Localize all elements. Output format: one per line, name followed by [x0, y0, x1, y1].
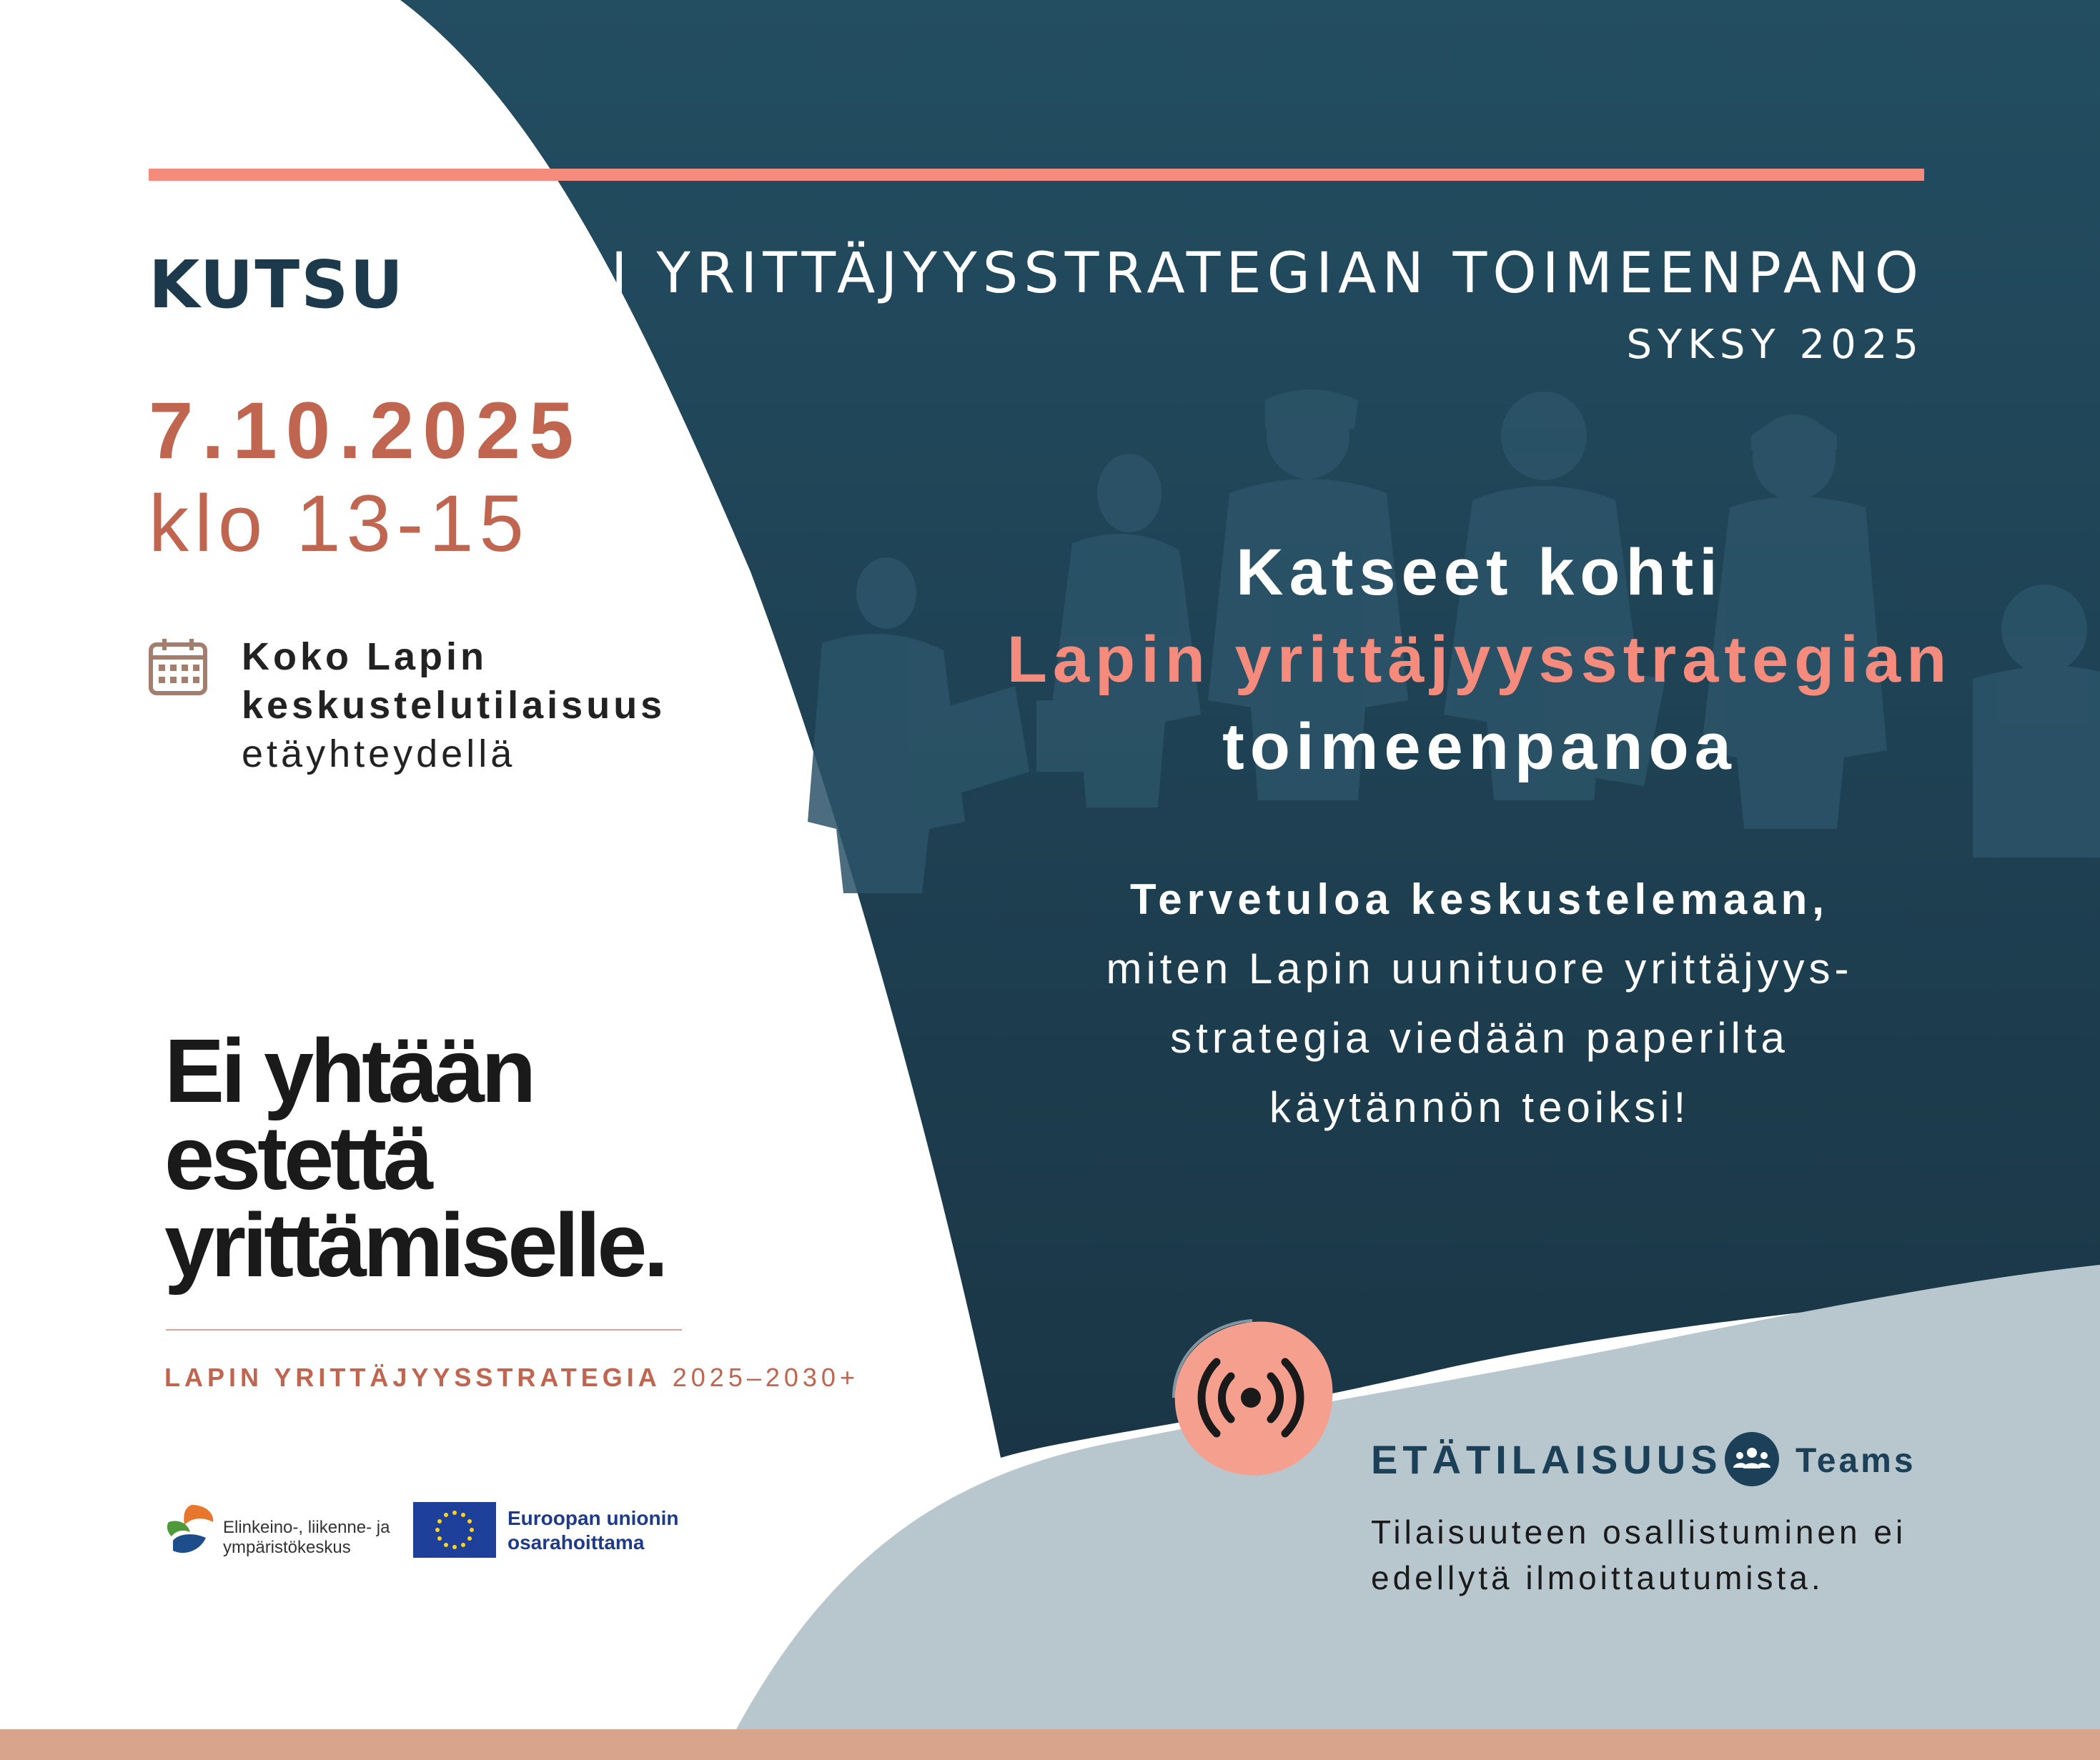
eu-line-1: Euroopan unionin — [507, 1507, 679, 1529]
slogan-divider — [166, 1329, 682, 1331]
slogan-line-2: estettä — [164, 1108, 430, 1208]
ely-line-2: ympäristökeskus — [223, 1538, 351, 1557]
bottom-accent-bar — [0, 1729, 2100, 1760]
welcome-text — [1015, 865, 1944, 1142]
registration-info: Tilaisuuteen osallistuminen ei edellytä ilmoittautumista. — [1371, 1513, 1907, 1596]
eu-flag — [413, 1502, 496, 1558]
welcome-line-2: miten Lapin uunituore yrittäjyys- — [1106, 945, 1853, 993]
teams-icon — [1724, 1431, 1780, 1487]
welcome-bold: Tervetuloa keskustelemaan, — [1130, 875, 1829, 923]
event-time: klo 13-15 — [149, 479, 530, 568]
slogan-line-3: yrittämiselle. — [164, 1195, 665, 1296]
slogan-line-1: Ei yhtään — [164, 1020, 533, 1121]
eu-funding-text — [507, 1506, 679, 1555]
ely-logo — [163, 1501, 217, 1558]
headline — [979, 529, 1980, 790]
strategy-name: LAPIN YRITTÄJYYSSTRATEGIA — [164, 1363, 661, 1392]
event-line-1: Koko Lapin — [242, 635, 487, 678]
event-line-3: etäyhteydellä — [242, 732, 516, 775]
ely-name — [223, 1518, 395, 1558]
invitation-label: KUTSU — [149, 247, 405, 323]
ely-line-1: Elinkeino-, liikenne- ja — [223, 1518, 390, 1537]
event-description — [242, 632, 665, 778]
program-season: SYKSY 2025 — [1626, 322, 1924, 368]
event-date: 7.10.2025 — [149, 386, 583, 475]
broadcast-icon — [1167, 1313, 1338, 1485]
teams-label: Teams — [1796, 1442, 1916, 1480]
headline-line-3: toimeenpanoa — [1222, 710, 1737, 783]
welcome-line-4: käytännön teoiksi! — [1269, 1083, 1690, 1131]
headline-line-2: Lapin yrittäjyysstrategian — [1006, 623, 1953, 696]
welcome-line-3: strategia viedään paperilta — [1170, 1014, 1789, 1062]
calendar-icon — [149, 637, 207, 696]
event-line-2: keskustelutilaisuus — [242, 684, 666, 727]
remote-event-label: ETÄTILAISUUS — [1371, 1437, 1723, 1482]
slogan — [164, 1020, 665, 1296]
strategy-label — [164, 1363, 859, 1393]
program-title: LAPIN YRITTÄJYYSSTRATEGIAN TOIMEENPANO — [442, 242, 1924, 306]
strategy-years: 2025–2030+ — [672, 1363, 859, 1392]
eu-line-2: osarahoittama — [507, 1531, 645, 1553]
headline-line-1: Katseet kohti — [1236, 536, 1723, 609]
top-accent-bar — [149, 169, 1924, 181]
